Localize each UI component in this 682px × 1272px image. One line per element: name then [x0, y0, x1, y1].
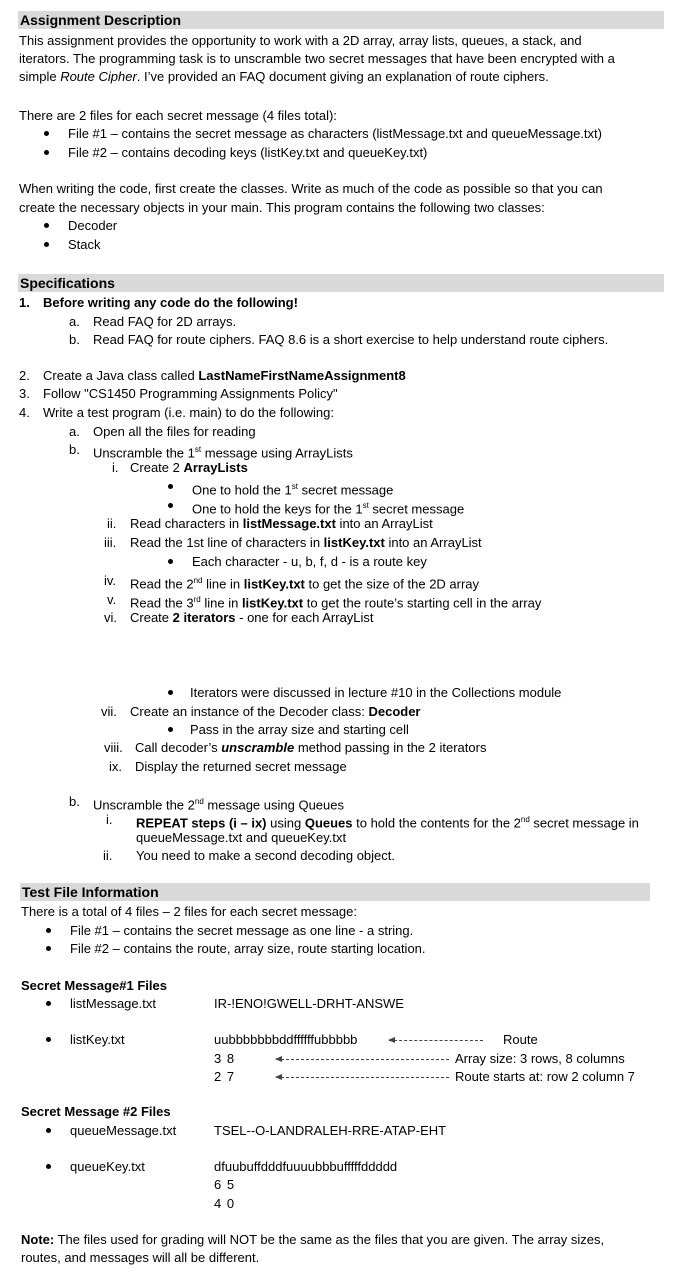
roman-i-bullet-1: One to hold the 1st secret message: [192, 482, 394, 498]
bullet-icon: [168, 484, 173, 489]
spec-4b: Unscramble the 1st message using ArrayLists: [93, 445, 353, 461]
bullet-icon: [44, 223, 49, 228]
bullet-icon: [44, 242, 49, 247]
sm1-file-2-line-1: uubbbbbbbddffffffubbbbb: [214, 1032, 358, 1047]
spec-1-number: 1.: [19, 295, 30, 310]
secret-message-2-heading: Secret Message #2 Files: [21, 1104, 171, 1119]
intro-line-3: simple Route Cipher. I’ve provided an FAQ document giving an explanation of route ciphers.: [19, 69, 549, 84]
writing-line-2: create the necessary objects in your main. This program contains the following two classes:: [19, 200, 545, 215]
bullet-icon: [168, 690, 173, 695]
spec-4-number: 4.: [19, 405, 30, 420]
bullet-icon: [44, 150, 49, 155]
test-file-heading: Test File Information: [20, 883, 650, 901]
roman-ii-marker: ii.: [107, 516, 117, 531]
bullet-icon: [46, 1001, 51, 1006]
annotation-start: Route starts at: row 2 column 7: [455, 1069, 635, 1084]
specifications-heading: Specifications: [18, 274, 664, 292]
sm1-file-2-line-2: 3 8: [214, 1051, 236, 1066]
roman-v: Read the 3rd line in listKey.txt to get the route’s starting cell in the array: [130, 595, 542, 611]
roman-vii-marker: vii.: [101, 704, 117, 719]
file-item-1: File #1 – contains the secret message as characters (listMessage.txt and queueMessage.txt): [68, 126, 602, 141]
roman-v-marker: v.: [107, 592, 117, 607]
roman-vii-bullet-1: Pass in the array size and starting cell: [190, 722, 409, 737]
annotation-route: Route: [503, 1032, 538, 1047]
secret-message-1-heading: Secret Message#1 Files: [21, 978, 167, 993]
roman-iii-bullet-1: Each character - u, b, f, d - is a route key: [192, 554, 427, 569]
spec-1b: Read FAQ for route ciphers. FAQ 8.6 is a short exercise to help understand route ciphers.: [93, 332, 609, 347]
roman-ix-marker: ix.: [109, 759, 122, 774]
intro-line-2: iterators. The programming task is to unscramble two secret messages that have been encrypted with a: [19, 51, 615, 66]
spec-3: Follow "CS1450 Programming Assignments Policy": [43, 386, 338, 401]
bullet-icon: [168, 503, 173, 508]
roman-i: Create 2 ArrayLists: [130, 460, 248, 475]
class-item-decoder: Decoder: [68, 218, 118, 233]
annotation-array-size: Array size: 3 rows, 8 columns: [455, 1051, 625, 1066]
bullet-icon: [168, 559, 173, 564]
spec-4b2: Unscramble the 2nd message using Queues: [93, 797, 344, 813]
bullet-icon: [46, 1128, 51, 1133]
roman-iii-marker: iii.: [104, 535, 117, 550]
route-cipher-term: Route Cipher: [60, 69, 137, 84]
note-line-2: routes, and messages will all be different.: [21, 1250, 260, 1265]
spec-4a: Open all the files for reading: [93, 424, 256, 439]
roman-ii: Read characters in listMessage.txt into an ArrayList: [130, 516, 433, 531]
sm1-file-2-name: listKey.txt: [70, 1032, 125, 1047]
files-intro: There are 2 files for each secret message (4 files total):: [19, 108, 337, 123]
queue-step-i-marker: i.: [106, 812, 113, 827]
bullet-icon: [168, 727, 173, 732]
queue-step-i-line-2: queueMessage.txt and queueKey.txt: [136, 830, 347, 845]
test-file-intro: There is a total of 4 files – 2 files for each secret message:: [21, 904, 357, 919]
sm1-file-1-value: IR-!ENO!GWELL-DRHT-ANSWE: [214, 996, 404, 1011]
dashed-arrow-left-icon: [389, 1040, 483, 1041]
dashed-arrow-left-icon: [276, 1077, 449, 1078]
note-line-1: Note: The files used for grading will NOT be the same as the files that you are given. The array sizes,: [21, 1232, 605, 1247]
roman-i-marker: i.: [112, 460, 119, 475]
bullet-icon: [46, 928, 51, 933]
writing-line-1: When writing the code, first create the classes. Write as much of the code as possible so that you can: [19, 181, 603, 196]
roman-iii: Read the 1st line of characters in listKey.txt into an ArrayList: [130, 535, 482, 550]
sm2-file-2-line-1: dfuubuffdddfuuuubbbufffffddddd: [214, 1159, 398, 1174]
sm1-file-1-name: listMessage.txt: [70, 996, 156, 1011]
spec-4b2-marker: b.: [69, 794, 80, 809]
roman-iv: Read the 2nd line in listKey.txt to get the size of the 2D array: [130, 576, 480, 592]
dashed-arrow-left-icon: [276, 1059, 449, 1060]
sm2-file-1-value: TSEL--O-LANDRALEH-RRE-ATAP-EHT: [214, 1123, 447, 1138]
sm2-file-1-name: queueMessage.txt: [70, 1123, 177, 1138]
bullet-icon: [46, 946, 51, 951]
class-item-stack: Stack: [68, 237, 101, 252]
spec-1a: Read FAQ for 2D arrays.: [93, 314, 237, 329]
roman-vi-marker: vi.: [104, 610, 117, 625]
queue-step-i: REPEAT steps (i – ix) using Queues to hold the contents for the 2nd secret message in: [136, 815, 639, 831]
bullet-icon: [46, 1164, 51, 1169]
roman-iv-marker: iv.: [104, 573, 117, 588]
roman-viii: Call decoder’s unscramble method passing in the 2 iterators: [135, 740, 487, 755]
test-file-item-1: File #1 – contains the secret message as one line - a string.: [70, 923, 414, 938]
spec-4: Write a test program (i.e. main) to do the following:: [43, 405, 334, 420]
roman-vii: Create an instance of the Decoder class: Decoder: [130, 704, 421, 719]
roman-vi: Create 2 iterators - one for each ArrayList: [130, 610, 374, 625]
spec-1: Before writing any code do the following!: [43, 295, 298, 310]
sm2-file-2-line-2: 6 5: [214, 1177, 236, 1192]
assignment-heading: Assignment Description: [18, 11, 664, 29]
spec-3-number: 3.: [19, 386, 30, 401]
spec-2: Create a Java class called LastNameFirstNameAssignment8: [43, 368, 406, 383]
queue-step-ii: You need to make a second decoding object.: [136, 848, 395, 863]
roman-vi-bullet-1: Iterators were discussed in lecture #10 in the Collections module: [190, 685, 562, 700]
spec-4b-marker: b.: [69, 442, 80, 457]
spec-1a-marker: a.: [69, 314, 80, 329]
roman-ix: Display the returned secret message: [135, 759, 347, 774]
sm1-file-2-line-3: 2 7: [214, 1069, 236, 1084]
sm2-file-2-line-3: 4 0: [214, 1196, 236, 1211]
roman-i-bullet-2: One to hold the keys for the 1st secret message: [192, 501, 465, 517]
file-item-2: File #2 – contains decoding keys (listKey.txt and queueKey.txt): [68, 145, 428, 160]
queue-step-ii-marker: ii.: [103, 848, 113, 863]
sm2-file-2-name: queueKey.txt: [70, 1159, 145, 1174]
spec-2-number: 2.: [19, 368, 30, 383]
bullet-icon: [44, 131, 49, 136]
spec-4a-marker: a.: [69, 424, 80, 439]
test-file-item-2: File #2 – contains the route, array size, route starting location.: [70, 941, 426, 956]
bullet-icon: [46, 1037, 51, 1042]
spec-1b-marker: b.: [69, 332, 80, 347]
roman-viii-marker: viii.: [104, 740, 123, 755]
intro-line-1: This assignment provides the opportunity to work with a 2D array, array lists, queues, a stack, and: [19, 33, 582, 48]
